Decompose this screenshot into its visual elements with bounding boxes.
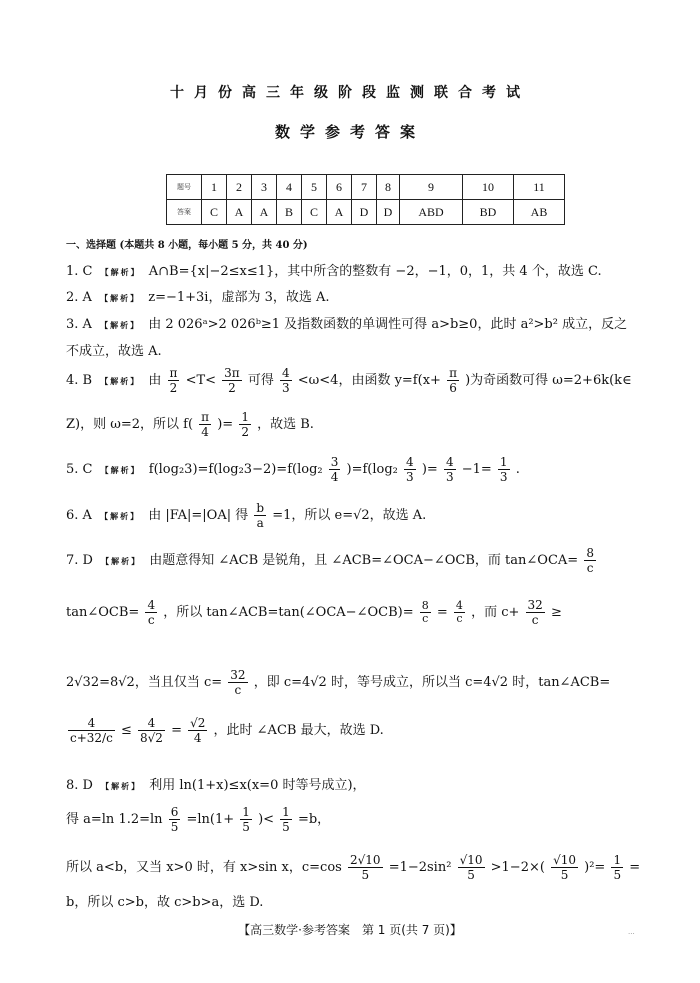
doc-title: 数学参考答案 bbox=[274, 123, 425, 141]
question-cell: 3 bbox=[252, 175, 277, 200]
fraction: $\frac{1}{3}$ bbox=[499, 455, 508, 484]
q3-text-1: 由 2 026ᵃ>2 026ᵇ≥1 及指数函数的单调性可得 a>b≥0，此时 a²>b² 成立，反之 bbox=[148, 317, 628, 332]
q1-text: A∩B={x|−2≤x≤1}，其中所含的整数有 −2，−1，0，1，共 4 个，故选 C. bbox=[148, 264, 602, 279]
q8-line2 bbox=[66, 805, 330, 834]
answer-table bbox=[166, 174, 565, 225]
question-cell: 4 bbox=[277, 175, 302, 200]
q3-line1 bbox=[66, 313, 627, 332]
q7-text: ，此时 ∠ACB 最大，故选 D. bbox=[213, 723, 384, 738]
q7-text: ，即 c=4√2 时，等号成立，所以当 c=4√2 时，tan∠ACB= bbox=[253, 675, 611, 690]
q8-text: 所以 a<b，又当 x>0 时，有 x>sin x，c=cos bbox=[66, 860, 342, 875]
answer-cell: A bbox=[227, 200, 252, 225]
q7-label: 7. D bbox=[66, 553, 93, 568]
q8-text: b，所以 c>b，故 c>b>a，选 D. bbox=[66, 895, 264, 910]
q7-text: ，所以 tan∠ACB=tan(∠OCA−∠OCB)= bbox=[163, 605, 414, 620]
analysis-tag: 【解析】 bbox=[100, 320, 141, 330]
section-note: (本题共 8 小题，每小题 5 分，共 40 分) bbox=[119, 240, 308, 251]
answer-cell: AB bbox=[514, 200, 565, 225]
fraction: $\frac{32}{c}$ bbox=[230, 668, 246, 697]
fraction: $\frac{6}{5}$ bbox=[170, 805, 179, 834]
answer-cell: BD bbox=[463, 200, 514, 225]
answer-cell: B bbox=[277, 200, 302, 225]
q3-text-2: 不成立，故选 A. bbox=[66, 344, 162, 359]
question-cell: 9 bbox=[400, 175, 463, 200]
section-heading bbox=[66, 236, 308, 251]
question-cell: 6 bbox=[327, 175, 352, 200]
fraction: $\frac{√10}{5}$ bbox=[553, 853, 576, 882]
q7-line3 bbox=[66, 668, 610, 697]
q4-text: Z)，则 ω=2，所以 f( bbox=[66, 417, 194, 432]
fraction: $\frac{32}{c}$ bbox=[527, 598, 543, 627]
q1-line bbox=[66, 260, 602, 279]
q4-line2 bbox=[66, 410, 314, 439]
question-cell: 8 bbox=[377, 175, 400, 200]
section-title: 一、选择题 bbox=[66, 240, 116, 251]
q4-line1 bbox=[66, 366, 632, 395]
fraction: $\frac{4}{3}$ bbox=[445, 455, 454, 484]
question-cell: 11 bbox=[514, 175, 565, 200]
q8-line1 bbox=[66, 774, 366, 793]
q7-text: ，而 c+ bbox=[471, 605, 520, 620]
q7-text: = bbox=[436, 605, 448, 620]
fraction: $\frac{\pi}{4}$ bbox=[201, 410, 210, 439]
answer-cell: ABD bbox=[400, 200, 463, 225]
exam-title: 十月份高三年级阶段监测联合考试 bbox=[170, 85, 530, 101]
q7-text: 2√32=8√2，当且仅当 c= bbox=[66, 675, 223, 690]
question-cell: 7 bbox=[352, 175, 377, 200]
question-cell: 10 bbox=[463, 175, 514, 200]
q5-text: −1= bbox=[461, 462, 492, 477]
fraction: $\frac{1}{5}$ bbox=[613, 853, 622, 882]
analysis-tag: 【解析】 bbox=[100, 267, 141, 277]
question-number-row bbox=[167, 175, 565, 200]
q3-label: 3. A bbox=[66, 317, 92, 332]
fraction: $\frac{3\pi}{2}$ bbox=[224, 366, 240, 395]
q4-text: )= bbox=[217, 417, 234, 432]
fraction: $\frac{1}{5}$ bbox=[282, 805, 290, 834]
fraction: $\frac{4}{3}$ bbox=[282, 366, 290, 395]
fraction: $\frac{√2}{4}$ bbox=[190, 716, 206, 745]
q6-label: 6. A bbox=[66, 508, 92, 523]
q8-text: 利用 ln(1+x)≤x(x=0 时等号成立)， bbox=[149, 778, 366, 793]
q7-line2 bbox=[66, 598, 562, 627]
q4-label: 4. B bbox=[66, 373, 93, 388]
q5-text: f(log₂3)=f(log₂3−2)=f(log₂ bbox=[148, 462, 323, 477]
q4-text: )为奇函数可得 ω=2+6k(k∈ bbox=[465, 373, 632, 388]
q8-text: = bbox=[629, 860, 641, 875]
q7-text: ≥ bbox=[550, 605, 562, 620]
q8-text: >1−2×( bbox=[490, 860, 545, 875]
q3-line2 bbox=[66, 340, 162, 359]
analysis-tag: 【解析】 bbox=[101, 781, 142, 791]
q5-text: . bbox=[515, 462, 520, 477]
q7-text: tan∠OCB= bbox=[66, 605, 140, 620]
answer-cell: D bbox=[377, 200, 400, 225]
q2-text: z=−1+3i，虚部为 3，故选 A. bbox=[148, 290, 330, 305]
q6-text: =1，所以 e=√2，故选 A. bbox=[272, 508, 427, 523]
q4-text: <ω<4，由函数 y=f(x+ bbox=[297, 373, 441, 388]
fraction: $\frac{2√10}{5}$ bbox=[349, 853, 381, 882]
row-label-question: 题号 bbox=[167, 175, 202, 200]
answer-cell: C bbox=[202, 200, 227, 225]
q8-text: )< bbox=[258, 812, 275, 827]
q8-label: 8. D bbox=[66, 778, 93, 793]
q8-text: 得 a=ln 1.2=ln bbox=[66, 812, 163, 827]
fraction: $\frac{8}{c}$ bbox=[421, 599, 429, 625]
page-footer: 【高三数学·参考答案 第 1 页(共 7 页)】 bbox=[238, 923, 462, 937]
fraction: $\frac{4}{c+32/c}$ bbox=[70, 716, 113, 745]
answer-cell: C bbox=[302, 200, 327, 225]
analysis-tag: 【解析】 bbox=[100, 293, 141, 303]
q8-text: )²= bbox=[584, 860, 606, 875]
q7-text: 由题意得知 ∠ACB 是锐角，且 ∠ACB=∠OCA−∠OCB，而 tan∠OCA= bbox=[149, 553, 579, 568]
q5-label: 5. C bbox=[66, 462, 93, 477]
q7-line4 bbox=[66, 716, 384, 745]
analysis-tag: 【解析】 bbox=[100, 511, 141, 521]
q8-line4 bbox=[66, 891, 263, 910]
question-cell: 1 bbox=[202, 175, 227, 200]
q4-text: ，故选 B. bbox=[257, 417, 314, 432]
q5-text: )=f(log₂ bbox=[346, 462, 398, 477]
analysis-tag: 【解析】 bbox=[101, 556, 142, 566]
q4-text: 可得 bbox=[247, 373, 274, 388]
corner-mark: ... bbox=[628, 928, 635, 936]
q6-text: 由 |FA|=|OA| 得 bbox=[148, 508, 249, 523]
fraction: $\frac{b}{a}$ bbox=[256, 501, 265, 530]
q5-line bbox=[66, 455, 520, 484]
q7-line1 bbox=[66, 546, 598, 575]
answer-cell: D bbox=[352, 200, 377, 225]
fraction: $\frac{4}{c}$ bbox=[147, 598, 156, 627]
fraction: $\frac{1}{5}$ bbox=[242, 805, 250, 834]
answer-cell: A bbox=[327, 200, 352, 225]
fraction: $\frac{8}{c}$ bbox=[586, 546, 594, 575]
question-cell: 2 bbox=[227, 175, 252, 200]
analysis-tag: 【解析】 bbox=[100, 465, 141, 475]
fraction: $\frac{3}{4}$ bbox=[330, 455, 339, 484]
fraction: $\frac{1}{2}$ bbox=[241, 410, 249, 439]
q4-text: <T< bbox=[185, 373, 217, 388]
q7-text: = bbox=[171, 723, 182, 738]
fraction: $\frac{4}{3}$ bbox=[406, 455, 414, 484]
fraction: $\frac{√10}{5}$ bbox=[459, 853, 483, 882]
q8-text: =ln(1+ bbox=[186, 812, 235, 827]
fraction: $\frac{4}{c}$ bbox=[455, 599, 463, 625]
answer-cell: A bbox=[252, 200, 277, 225]
fraction: $\frac{\pi}{6}$ bbox=[449, 366, 457, 395]
row-label-answer: 答案 bbox=[167, 200, 202, 225]
fraction: $\frac{\pi}{2}$ bbox=[169, 366, 178, 395]
fraction: $\frac{4}{8√2}$ bbox=[140, 716, 163, 745]
q4-text: 由 bbox=[148, 373, 162, 388]
q8-line3 bbox=[66, 853, 640, 882]
q5-text: )= bbox=[421, 462, 438, 477]
q2-line bbox=[66, 286, 330, 305]
answer-row bbox=[167, 200, 565, 225]
q1-label: 1. C bbox=[66, 264, 93, 279]
analysis-tag: 【解析】 bbox=[100, 376, 141, 386]
q2-label: 2. A bbox=[66, 290, 92, 305]
q8-text: =1−2sin² bbox=[388, 860, 452, 875]
q6-line bbox=[66, 501, 426, 530]
q7-text: ≤ bbox=[120, 723, 132, 738]
q8-text: =b， bbox=[297, 812, 331, 827]
question-cell: 5 bbox=[302, 175, 327, 200]
